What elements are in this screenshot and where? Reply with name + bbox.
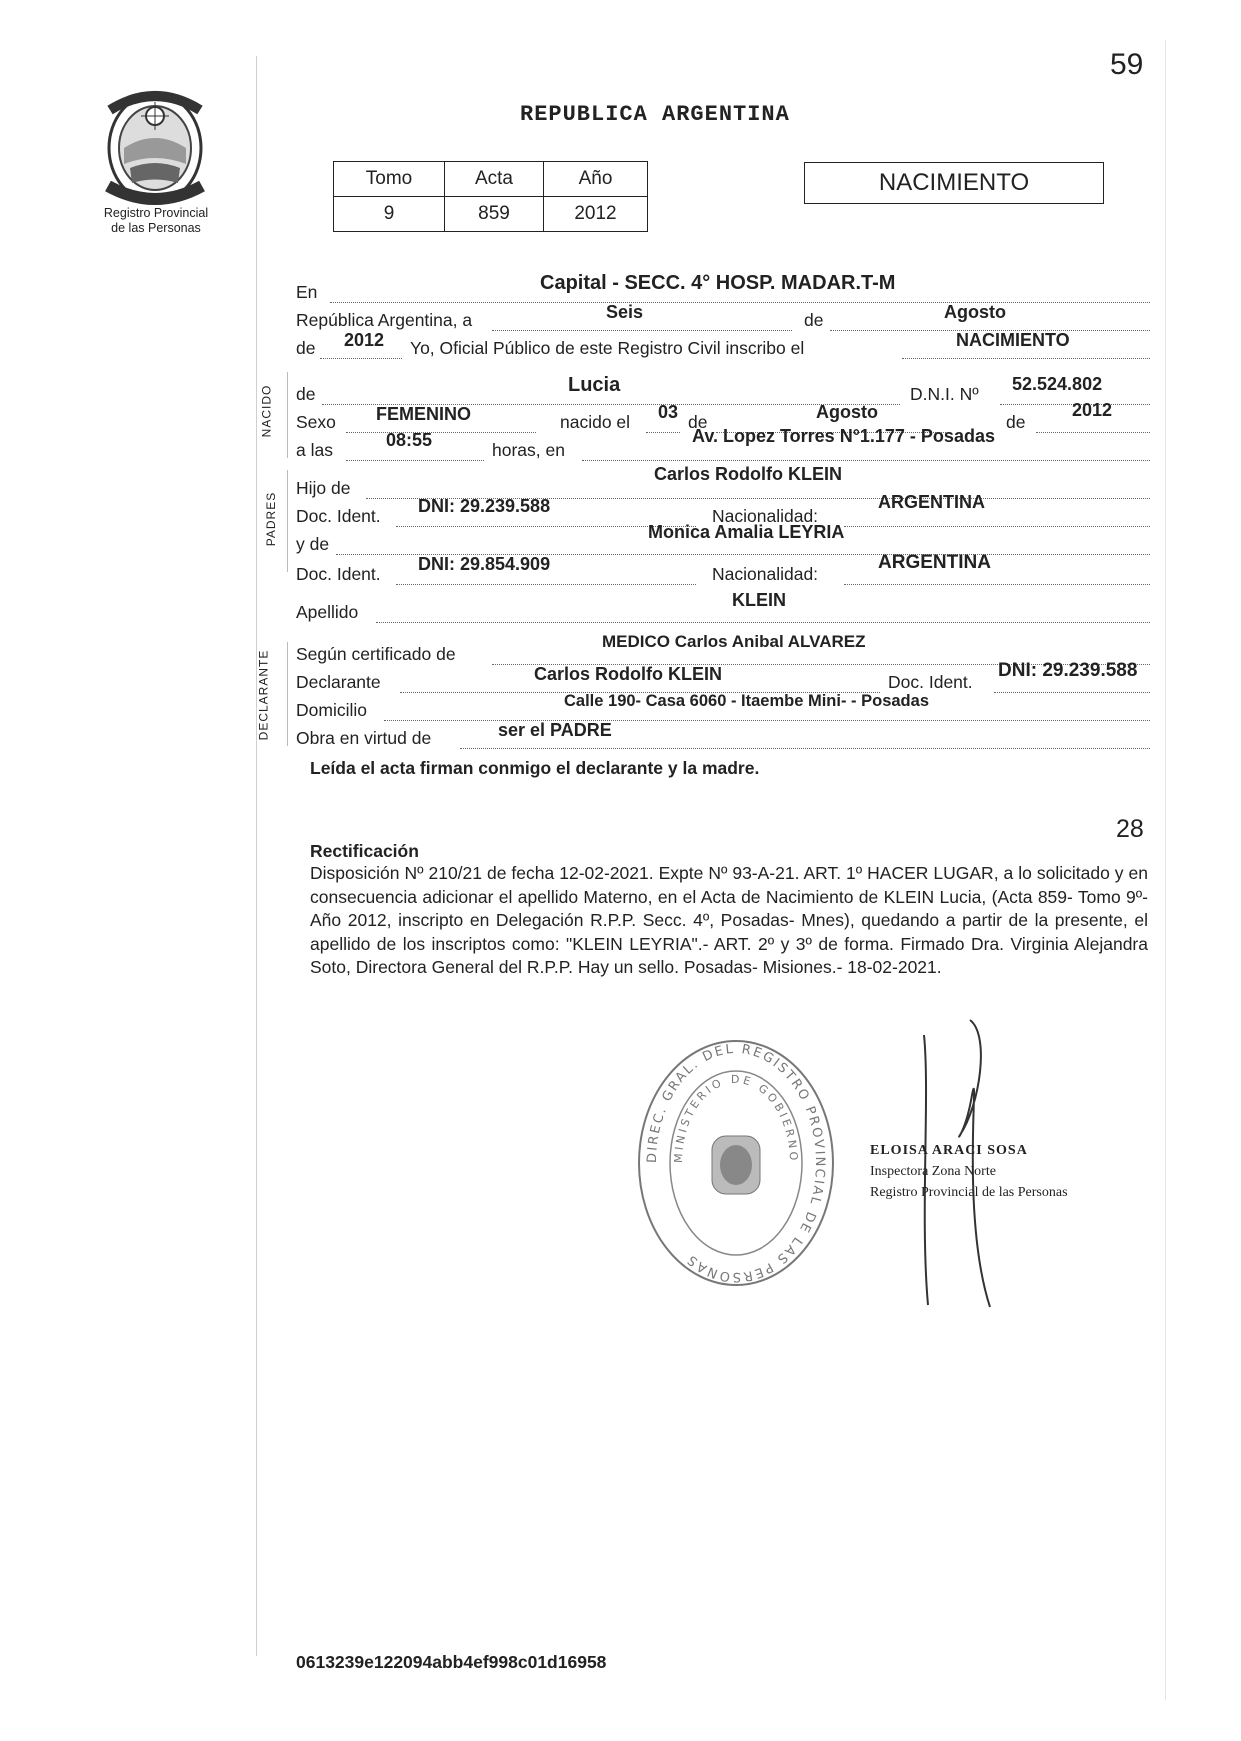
- rectificacion-title: Rectificación: [310, 841, 419, 861]
- rectificacion-text: Disposición Nº 210/21 de fecha 12-02-2021. Expte Nº 93-A-21. ART. 1º HACER LUGAR, a lo solicitado y en consecuencia adicionar el apellido Materno, en el Acta de Nacimiento de KLEIN Lucia, (Acta 859- Tomo 9º- Año 2012, inscripto en Delegación R.P.P. Secc. 4º, Posadas- Mnes), quedando a partir de la presente, el apellido de los inscriptos como: "KLEIN LEYRIA".- ART. 2º y 3º de forma. Firmado Dra. Virginia Alejandra Soto, Directora General del R.P.P. Hay un sello. Posadas- Misiones.- 18-02-2021.: [310, 863, 1148, 977]
- birth-place-registry: Capital - SECC. 4° HOSP. MADAR.T-M: [540, 272, 896, 294]
- nacionalidad-label-mother: Nacionalidad:: [712, 564, 819, 584]
- certificado-label: Según certificado de: [296, 644, 456, 664]
- header-ano: Año: [544, 162, 648, 197]
- doc-ident-label-mother: Doc. Ident.: [296, 564, 381, 584]
- declarante-name: Carlos Rodolfo KLEIN: [534, 664, 722, 684]
- emblem-caption: [88, 206, 224, 236]
- horas-en-label: horas, en: [492, 440, 565, 460]
- republica-label: República Argentina, a: [296, 310, 473, 330]
- obra-label: Obra en virtud de: [296, 728, 432, 748]
- birth-day: 03: [658, 402, 679, 422]
- birth-time: 08:55: [386, 430, 433, 450]
- father-nationality: ARGENTINA: [878, 492, 985, 512]
- child-dni: 52.524.802: [1012, 374, 1103, 394]
- value-ano: 2012: [544, 197, 648, 232]
- dni-label: D.N.I. Nº: [910, 384, 979, 404]
- child-name: Lucia: [568, 374, 621, 396]
- annotation-number: 28: [1116, 815, 1144, 843]
- emblem-caption-line1: Registro Provincial: [103, 206, 209, 220]
- birth-place: Av. Lopez Torres N°1.177 - Posadas: [692, 426, 995, 446]
- seal-inner-text: MINISTERIO DE GOBIERNO: [671, 1072, 801, 1164]
- document-hash: 0613239e122094abb4ef998c01d16958: [296, 1652, 607, 1672]
- apellido-value: KLEIN: [732, 590, 786, 610]
- declarante-doc: DNI: 29.239.588: [998, 660, 1138, 681]
- section-declarante-label: DECLARANTE: [256, 649, 271, 741]
- seal-outer-text: DIREC. GRAL. DEL REGISTRO PROVINCIAL DE LAS PERSONAS: [644, 1041, 828, 1285]
- header-tomo: Tomo: [334, 162, 445, 197]
- right-margin-rule: [1165, 40, 1166, 1700]
- nacionalidad-label-father: Nacionalidad:: [712, 506, 819, 526]
- section-padres-label: PADRES: [264, 491, 279, 547]
- father-name: Carlos Rodolfo KLEIN: [654, 464, 842, 484]
- mother-name: Monica Amalia LEYRIA: [648, 522, 845, 542]
- closing-statement: Leída el acta firman conmigo el declarante y la madre.: [310, 758, 760, 778]
- birth-year: 2012: [1072, 400, 1113, 420]
- apellido-label: Apellido: [296, 602, 359, 622]
- registry-table: [333, 161, 648, 232]
- year-prefix: de: [296, 338, 316, 358]
- mother-nationality: ARGENTINA: [878, 552, 991, 573]
- y-de-label: y de: [296, 534, 330, 554]
- nacido-el-label: nacido el: [560, 412, 631, 432]
- doc-ident-label-father: Doc. Ident.: [296, 506, 381, 526]
- page-number: 59: [1110, 48, 1144, 81]
- document-type-box: NACIMIENTO: [804, 162, 1104, 204]
- yo-text: Yo, Oficial Público de este Registro Civil inscribo el: [410, 338, 805, 358]
- value-acta: 859: [445, 197, 544, 232]
- obra-value: ser el PADRE: [498, 720, 612, 740]
- domicilio-value: Calle 190- Casa 6060 - Itaembe Mini- - Posadas: [564, 692, 929, 710]
- de-label-year: de: [1006, 412, 1026, 432]
- sexo-label: Sexo: [296, 412, 336, 432]
- section-nacido-label: NACIDO: [259, 384, 274, 438]
- de-label-child: de: [296, 384, 316, 404]
- registration-year: 2012: [344, 330, 385, 350]
- left-margin-rule: [256, 56, 257, 1656]
- value-tomo: 9: [334, 197, 445, 232]
- domicilio-label: Domicilio: [296, 700, 367, 720]
- en-label: En: [296, 282, 318, 302]
- child-sex: FEMENINO: [376, 404, 472, 424]
- inscription-type: NACIMIENTO: [956, 330, 1070, 350]
- de-label: de: [804, 310, 824, 330]
- signer-office: Registro Provincial de las Personas: [870, 1185, 1068, 1200]
- mother-doc: DNI: 29.854.909: [418, 554, 551, 574]
- doc-ident-label-declarante: Doc. Ident.: [888, 672, 973, 692]
- registration-day: Seis: [606, 302, 644, 322]
- signer-name: ELOISA ARACI SOSA: [870, 1143, 1028, 1158]
- declarante-label: Declarante: [296, 672, 381, 692]
- provincia-misiones-coat-of-arms-icon: [100, 88, 210, 206]
- de-label-month: de: [688, 412, 708, 432]
- header-acta: Acta: [445, 162, 544, 197]
- signer-block: [870, 1140, 1100, 1203]
- a-las-label: a las: [296, 440, 333, 460]
- signer-title: Inspectora Zona Norte: [870, 1164, 996, 1179]
- emblem-caption-line2: de las Personas: [111, 221, 201, 235]
- certificado-value: MEDICO Carlos Anibal ALVAREZ: [602, 632, 866, 651]
- country-heading: REPUBLICA ARGENTINA: [520, 102, 790, 127]
- father-doc: DNI: 29.239.588: [418, 496, 551, 516]
- hijo-de-label: Hijo de: [296, 478, 351, 498]
- official-oval-seal-icon: [636, 1038, 836, 1288]
- registration-month: Agosto: [944, 302, 1006, 322]
- birth-month: Agosto: [816, 402, 878, 422]
